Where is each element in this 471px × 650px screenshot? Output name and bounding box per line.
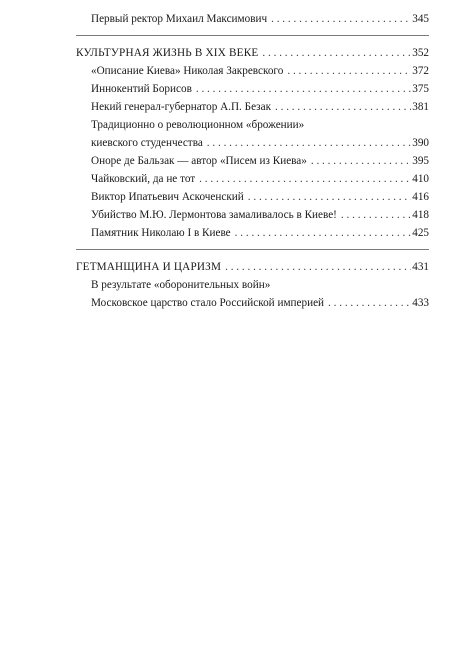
dot-leader xyxy=(225,258,411,276)
dot-leader xyxy=(311,152,411,170)
toc-entry-page: 418 xyxy=(412,209,429,221)
toc-section-culture xyxy=(76,44,429,242)
toc-entry-title: Памятник Николаю I в Киеве xyxy=(91,227,231,239)
toc-section-hetman xyxy=(76,258,429,312)
toc-heading-title: КУЛЬТУРНАЯ ЖИЗНЬ В XIX ВЕКЕ xyxy=(76,47,259,59)
dot-leader xyxy=(275,98,411,116)
toc-entry[interactable] xyxy=(76,62,429,80)
section-divider xyxy=(76,249,429,250)
dot-leader xyxy=(196,80,411,98)
section-divider xyxy=(76,35,429,36)
toc-entry-title: Некий генерал-губернатор А.П. Безак xyxy=(91,101,271,113)
toc-entry-page: 390 xyxy=(412,137,429,149)
toc-entry-title: Чайковский, да не тот xyxy=(91,173,196,185)
toc-entry-title: Оноре де Бальзак — автор «Писем из Киева» xyxy=(91,155,307,167)
toc-entry[interactable] xyxy=(76,98,429,116)
toc-entry-page: 372 xyxy=(412,65,429,77)
toc-entry-title-line1: В результате «оборонительных войн» xyxy=(91,279,271,291)
toc-entry-title: «Описание Киева» Николая Закревского xyxy=(91,65,284,77)
dot-leader xyxy=(207,134,411,152)
toc-entry[interactable] xyxy=(76,224,429,242)
dot-leader xyxy=(287,62,411,80)
toc-heading-page: 431 xyxy=(412,261,429,273)
toc-entry[interactable] xyxy=(76,10,429,28)
toc-heading-page: 352 xyxy=(412,47,429,59)
toc-entry-page: 425 xyxy=(412,227,429,239)
toc-section-heading[interactable] xyxy=(76,258,429,276)
toc-entry-title: Московское царство стало Российской империей xyxy=(91,297,325,309)
table-of-contents xyxy=(76,10,429,312)
toc-entry-title: киевского студенчества xyxy=(91,137,203,149)
toc-section-heading[interactable] xyxy=(76,44,429,62)
toc-entry-line1[interactable] xyxy=(76,116,429,134)
toc-section-previous xyxy=(76,10,429,28)
dot-leader xyxy=(199,170,411,188)
toc-entry-page: 395 xyxy=(412,155,429,167)
toc-entry[interactable] xyxy=(76,80,429,98)
toc-heading-title: ГЕТМАНЩИНА И ЦАРИЗМ xyxy=(76,261,222,273)
toc-entry-page: 433 xyxy=(412,297,429,309)
dot-leader xyxy=(328,294,411,312)
toc-entry-page: 416 xyxy=(412,191,429,203)
toc-entry-page: 375 xyxy=(412,83,429,95)
toc-entry-title: Убийство М.Ю. Лермонтова замаливалось в Киеве! xyxy=(91,209,337,221)
toc-entry-page: 345 xyxy=(412,13,429,25)
dot-leader xyxy=(341,206,411,224)
toc-entry[interactable] xyxy=(76,134,429,152)
toc-entry-page: 381 xyxy=(412,101,429,113)
dot-leader xyxy=(235,224,412,242)
toc-entry-page: 410 xyxy=(412,173,429,185)
toc-entry[interactable] xyxy=(76,170,429,188)
toc-entry-title: Иннокентий Борисов xyxy=(91,83,192,95)
toc-entry-title: Первый ректор Михаил Максимович xyxy=(91,13,268,25)
toc-entry[interactable] xyxy=(76,152,429,170)
toc-entry[interactable] xyxy=(76,206,429,224)
toc-entry[interactable] xyxy=(76,294,429,312)
toc-entry-line1[interactable] xyxy=(76,276,429,294)
dot-leader xyxy=(248,188,411,206)
toc-entry[interactable] xyxy=(76,188,429,206)
toc-entry-title-line1: Традиционно о революционном «брожении» xyxy=(91,119,305,131)
toc-entry-title: Виктор Ипатьевич Аскоченский xyxy=(91,191,244,203)
dot-leader xyxy=(262,44,411,62)
dot-leader xyxy=(271,10,411,28)
